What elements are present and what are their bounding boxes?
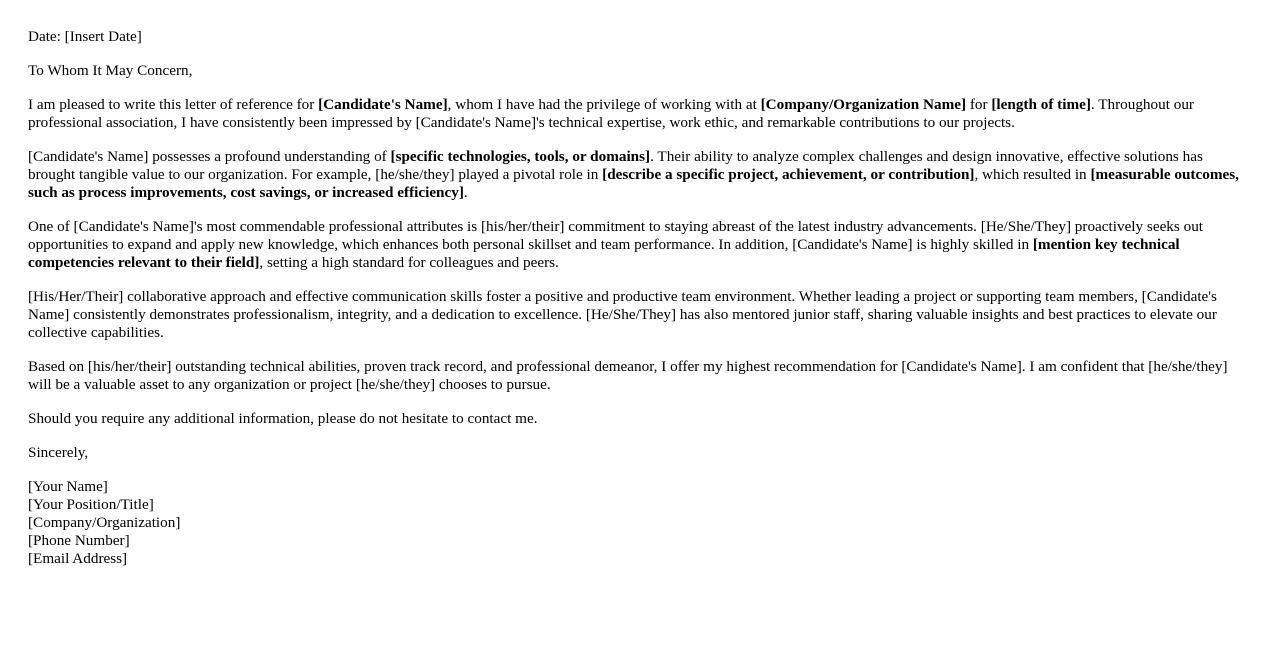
- placeholder-candidate-name: [Candidate's Name]: [318, 96, 448, 113]
- letter-paragraph-contact: Should you require any additional information, please do not hesitate to contact me.: [28, 410, 538, 427]
- reference-letter: [28, 28, 1250, 584]
- letter-closing: Sincerely,: [28, 444, 89, 461]
- letter-paragraph-intro: [28, 96, 1250, 132]
- text-segment: One of [Candidate's Name]'s most commendable professional attributes is [his/her/their] commitment to staying abreast of the latest industry advancements. [He/She/They] proactively seeks out opportunities to expand and apply new knowledge, which enhances both personal skillset and team performance. In addition, [Candidate's Name] is highly skilled in: [28, 218, 1204, 253]
- placeholder-project: [describe a specific project, achievement, or contribution]: [602, 166, 975, 183]
- signature-phone: [Phone Number]: [28, 532, 130, 549]
- text-segment: for: [966, 96, 992, 113]
- letter-signature-block: [28, 478, 1250, 568]
- text-segment: . Their ability to analyze complex challenges and design innovative, effective solutions has brought tangible value to our organization. For example, [he/she/they] played a pivotal role in: [28, 148, 1203, 183]
- text-segment: [Candidate's Name] possesses a profound understanding of: [28, 148, 391, 165]
- signature-name: [Your Name]: [28, 478, 108, 495]
- letter-paragraph-attributes: [28, 218, 1250, 272]
- text-segment: I am pleased to write this letter of reference for: [28, 96, 319, 113]
- signature-company: [Company/Organization]: [28, 514, 181, 531]
- placeholder-technologies: [specific technologies, tools, or domains]: [390, 148, 651, 165]
- text-segment: . Throughout our professional association, I have consistently been impressed by [Candidate's Name]'s technical expertise, work ethic, and remarkable contributions to our projects.: [28, 96, 1194, 131]
- text-segment: , whom I have had the privilege of working with at: [447, 96, 761, 113]
- placeholder-outcomes: [measurable outcomes, such as process improvements, cost savings, or increased efficiency]: [28, 166, 1239, 201]
- placeholder-company-name: [Company/Organization Name]: [760, 96, 967, 113]
- text-segment: , setting a high standard for colleagues and peers.: [259, 254, 559, 271]
- letter-paragraph-collaboration: [His/Her/Their] collaborative approach and effective communication skills foster a positive and productive team environment. Whether leading a project or supporting team members, [Candidate's Name] consistently demonstrates professionalism, integrity, and a dedication to excellence. [He/She/They] has also mentored junior staff, sharing valuable insights and best practices to elevate our collective capabilities.: [28, 288, 1217, 341]
- letter-paragraph-recommendation: Based on [his/her/their] outstanding technical abilities, proven track record, and professional demeanor, I offer my highest recommendation for [Candidate's Name]. I am confident that [he/she/they] will be a valuable asset to any organization or project [he/she/they] chooses to pursue.: [28, 358, 1228, 393]
- signature-position: [Your Position/Title]: [28, 496, 154, 513]
- letter-date: Date: [Insert Date]: [28, 28, 142, 45]
- text-segment: , which resulted in: [974, 166, 1091, 183]
- signature-email: [Email Address]: [28, 550, 128, 567]
- placeholder-length-of-time: [length of time]: [991, 96, 1091, 113]
- letter-salutation: To Whom It May Concern,: [28, 62, 193, 79]
- placeholder-competencies: [mention key technical competencies relevant to their field]: [28, 236, 1180, 271]
- text-segment: .: [463, 184, 468, 201]
- letter-paragraph-expertise: [28, 148, 1250, 202]
